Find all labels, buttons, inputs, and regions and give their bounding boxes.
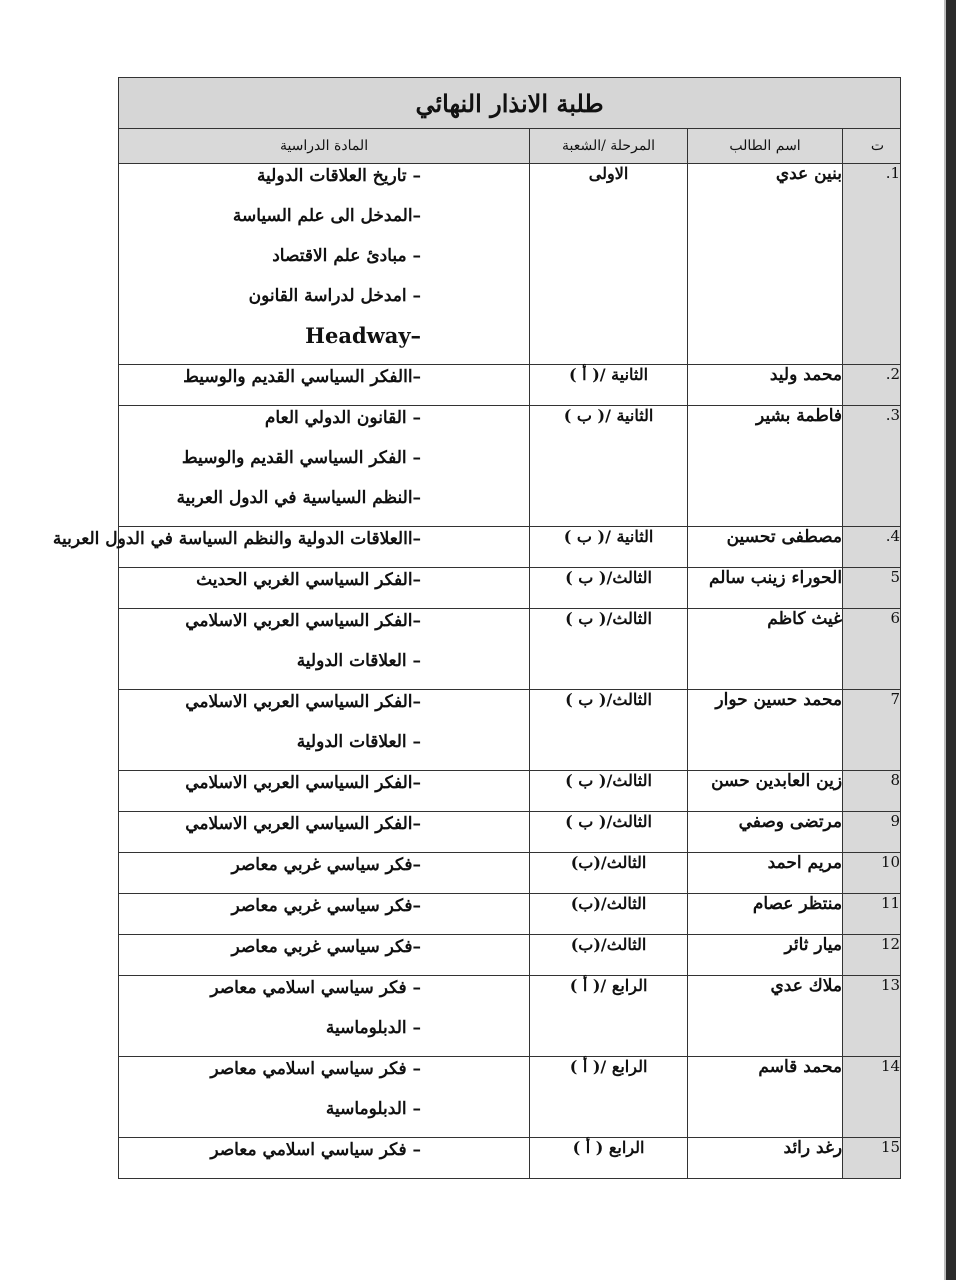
- subject-item: –الفكر السياسي العربي الاسلامي: [185, 814, 422, 834]
- subject-list: [119, 853, 530, 894]
- header-subject: المادة الدراسية: [119, 129, 530, 164]
- student-name: محمد حسين حوار: [688, 690, 843, 771]
- table-title: طلبة الانذار النهائي: [119, 78, 901, 129]
- stage-section: الرابع ( أ ): [530, 1138, 688, 1179]
- subject-item: –الفكر السياسي العربي الاسلامي: [185, 773, 422, 793]
- row-number: 2.: [843, 365, 901, 406]
- subject-item: – مبادئ علم الاقتصاد: [272, 246, 422, 266]
- header-number: ت: [843, 129, 901, 164]
- row-number: 15: [843, 1138, 901, 1179]
- student-name: محمد وليد: [688, 365, 843, 406]
- student-name: فاطمة بشير: [688, 406, 843, 527]
- table-row: [119, 365, 901, 406]
- table-row: [119, 609, 901, 690]
- row-number: 1.: [843, 164, 901, 365]
- subject-item: – الدبلوماسية: [325, 1099, 422, 1119]
- row-number: 11: [843, 894, 901, 935]
- table-row: [119, 1057, 901, 1138]
- table-row: [119, 853, 901, 894]
- stage-section: الثالث/( ب ): [530, 609, 688, 690]
- subject-item: – الدبلوماسية: [325, 1018, 422, 1038]
- subject-list: [119, 894, 530, 935]
- row-number: 4.: [843, 527, 901, 568]
- subject-item: –الفكر السياسي العربي الاسلامي: [185, 611, 422, 631]
- stage-section: الثانية /( ب ): [530, 406, 688, 527]
- table-row: [119, 164, 901, 365]
- subject-list: [119, 406, 530, 527]
- student-name: الحوراء زينب سالم: [688, 568, 843, 609]
- stage-section: الثالث/(ب): [530, 894, 688, 935]
- row-number: 12: [843, 935, 901, 976]
- subject-list: [119, 812, 530, 853]
- student-name: ميار ثائر: [688, 935, 843, 976]
- row-number: 10: [843, 853, 901, 894]
- subject-item: –فكر سياسي غربي معاصر: [231, 855, 422, 875]
- subject-item: –الفكر السياسي الغربي الحديث: [196, 570, 422, 590]
- row-number: 6: [843, 609, 901, 690]
- subject-list: [119, 609, 530, 690]
- subject-item: Headway–: [305, 323, 422, 348]
- subject-item: – العلاقات الدولية: [296, 732, 422, 752]
- subject-item: –االفكر السياسي القديم والوسيط: [183, 367, 422, 387]
- subject-list: [52, 527, 530, 568]
- header-row: [119, 129, 901, 164]
- table-row: [119, 568, 901, 609]
- row-number: 7: [843, 690, 901, 771]
- subject-list: [119, 1057, 530, 1138]
- table-row: [119, 812, 901, 853]
- table-row: [119, 976, 901, 1057]
- table-row: [119, 935, 901, 976]
- subject-item: –المدخل الى علم السياسة: [232, 206, 422, 226]
- subject-item: – فكر سياسي اسلامي معاصر: [210, 978, 422, 998]
- student-name: مصطفى تحسين: [688, 527, 843, 568]
- student-name: غيث كاظم: [688, 609, 843, 690]
- stage-section: الثانية /( أ ): [530, 365, 688, 406]
- student-name: زين العابدين حسن: [688, 771, 843, 812]
- subject-list: [119, 568, 530, 609]
- header-stage-section: المرحلة /الشعبة: [530, 129, 688, 164]
- student-name: مرتضى وصفي: [688, 812, 843, 853]
- student-name: بنين عدي: [688, 164, 843, 365]
- subject-item: – العلاقات الدولية: [296, 651, 422, 671]
- subject-item: –االعلاقات الدولية والنظم السياسة في الدول العربية: [52, 529, 422, 549]
- row-number: 8: [843, 771, 901, 812]
- student-name: مريم احمد: [688, 853, 843, 894]
- subject-item: – امدخل لدراسة القانون: [248, 286, 422, 306]
- subject-item: – تاريخ العلاقات الدولية: [256, 166, 422, 186]
- table-row: [119, 406, 901, 527]
- stage-section: الرابع /( أ ): [530, 1057, 688, 1138]
- subject-list: [119, 690, 530, 771]
- stage-section: الثانية /( ب ): [530, 527, 688, 568]
- stage-section: الثالث/( ب ): [530, 771, 688, 812]
- subject-list: [119, 771, 530, 812]
- subject-list: [119, 1138, 530, 1179]
- stage-section: الثالث/(ب): [530, 935, 688, 976]
- table-row: [119, 894, 901, 935]
- subject-item: – الفكر السياسي القديم والوسيط: [181, 448, 422, 468]
- student-name: ملاك عدي: [688, 976, 843, 1057]
- subject-item: – فكر سياسي اسلامي معاصر: [210, 1059, 422, 1079]
- subject-list: [119, 164, 530, 365]
- subject-item: – القانون الدولي العام: [264, 408, 422, 428]
- stage-section: الثالث/( ب ): [530, 568, 688, 609]
- page-edge-bar: [944, 0, 956, 1280]
- final-warning-table: [52, 77, 901, 1179]
- stage-section: الثالث/( ب ): [530, 812, 688, 853]
- subject-item: –فكر سياسي غربي معاصر: [231, 896, 422, 916]
- stage-section: الثالث/(ب): [530, 853, 688, 894]
- row-number: 9: [843, 812, 901, 853]
- subject-list: [119, 976, 530, 1057]
- subject-item: – فكر سياسي اسلامي معاصر: [210, 1140, 422, 1160]
- table-row: [119, 527, 901, 568]
- table-row: [119, 771, 901, 812]
- stage-section: الرابع /( أ ): [530, 976, 688, 1057]
- subject-item: –النظم السياسية في الدول العربية: [176, 488, 422, 508]
- student-name: محمد قاسم: [688, 1057, 843, 1138]
- subject-list: [119, 365, 530, 406]
- header-student-name: اسم الطالب: [688, 129, 843, 164]
- subject-item: –فكر سياسي غربي معاصر: [231, 937, 422, 957]
- student-name: رغد رائد: [688, 1138, 843, 1179]
- row-number: 13: [843, 976, 901, 1057]
- student-name: منتظر عصام: [688, 894, 843, 935]
- row-number: 5: [843, 568, 901, 609]
- table-body: [52, 164, 901, 1179]
- subject-item: –الفكر السياسي العربي الاسلامي: [185, 692, 422, 712]
- subject-list: [119, 935, 530, 976]
- row-number: 14: [843, 1057, 901, 1138]
- table-row: [119, 690, 901, 771]
- row-number: 3.: [843, 406, 901, 527]
- stage-section: الاولى: [530, 164, 688, 365]
- table-row: [119, 1138, 901, 1179]
- stage-section: الثالث/( ب ): [530, 690, 688, 771]
